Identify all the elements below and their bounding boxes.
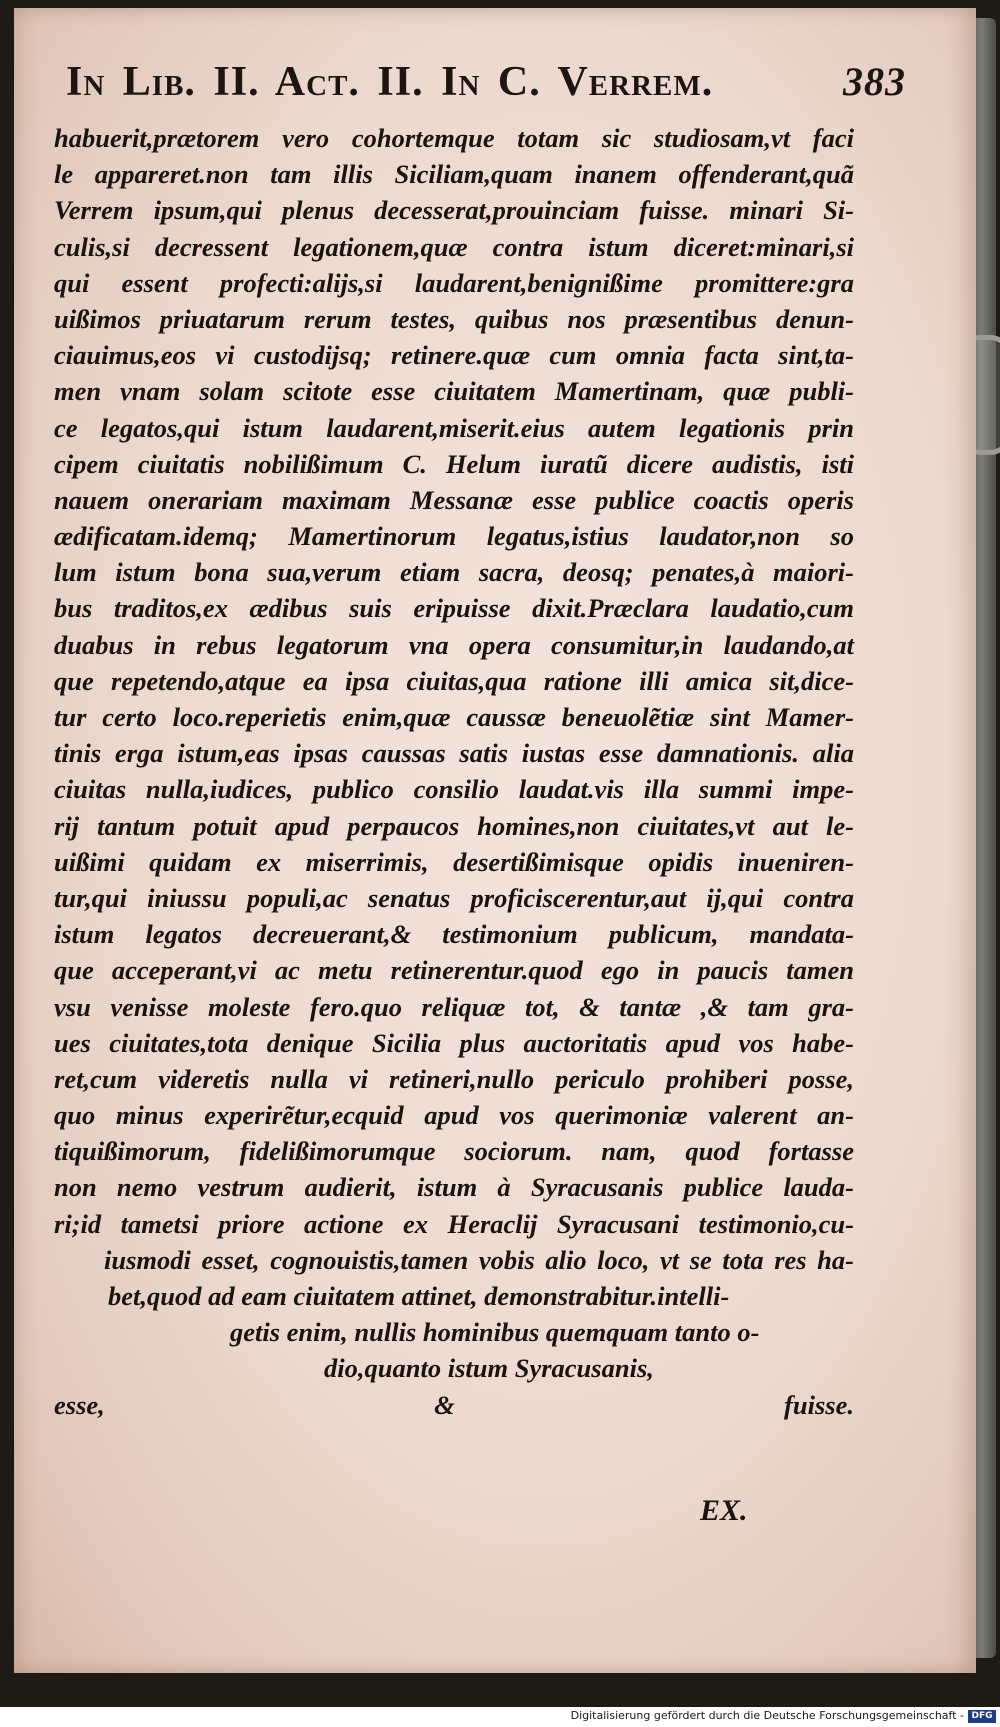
- text-line: ret,cum videretis nulla vi retineri,nullo periculo prohiberi posse,: [54, 1063, 854, 1094]
- text-line: istum legatos decreuerant,& testimonium publicum, mandata-: [54, 919, 854, 950]
- funding-credit: Digitalisierung gefördert durch die Deutsche Forschungsgemeinschaft -: [570, 1709, 964, 1722]
- text-line: bet,quod ad eam ciuitatem attinet, demonstrabitur.intelli-: [108, 1281, 730, 1311]
- text-line: iusmodi esset, cognouistis,tamen vobis alio loco, vt se tota res ha-: [104, 1244, 854, 1275]
- text-line: tur,qui iniussu populi,ac senatus proficiscerentur,aut ij,qui contra: [54, 882, 854, 913]
- catchword: EX.: [700, 1494, 748, 1527]
- text-line: esse, & fuisse.: [54, 1389, 854, 1420]
- text-line: ciuitas nulla,iudices, publico consilio laudat.vis illa summi impe-: [54, 774, 854, 805]
- digitization-footer: [0, 1707, 1000, 1727]
- text-line: ce legatos,qui istum laudarent,miserit.eius autem legationis prin: [54, 412, 854, 443]
- page-number: 383: [843, 59, 906, 104]
- text-line: bus traditos,ex ædibus suis eripuisse dixit.Præclara laudatio,cum: [54, 593, 854, 624]
- text-line: vsu venisse moleste fero.quo reliquæ tot, & tantæ ,& tam gra-: [54, 991, 854, 1022]
- text-line: uißimos priuatarum rerum testes, quibus nos præsentibus denun-: [54, 303, 854, 334]
- text-line: quo minus experirẽtur,ecquid apud vos querimoniæ valerent an-: [54, 1100, 854, 1131]
- dfg-logo: DFG: [968, 1710, 996, 1723]
- text-line: rij tantum potuit apud perpaucos homines,non ciuitates,vt aut le-: [54, 810, 854, 841]
- text-line: cipem ciuitatis nobilißimum C. Helum iuratũ dicere audistis, isti: [54, 448, 854, 479]
- text-line: tinis erga istum,eas ipsas caussas satis iustas esse damnationis. alia: [54, 738, 854, 769]
- text-line: nauem onerariam maximam Messanæ esse publice coactis operis: [54, 484, 854, 515]
- running-head: [66, 58, 956, 106]
- text-line: Verrem ipsum,qui plenus decesserat,prouinciam fuisse. minari Si-: [54, 195, 854, 226]
- running-title: In Lib. II. Act. II. In C. Verrem.: [66, 59, 714, 105]
- text-line: lum istum bona sua,verum etiam sacra, deosq; penates,à maiori-: [54, 557, 854, 588]
- text-line: ciauimus,eos vi custodijsq; retinere.quæ cum omnia facta sint,ta-: [54, 340, 854, 371]
- text-line: habuerit,prætorem vero cohortemque totam sic studiosam,vt faci: [54, 123, 854, 153]
- text-line: le appareret.non tam illis Siciliam,quam inanem offenderant,quã: [54, 159, 854, 190]
- text-line: duabus in rebus legatorum vna opera consumitur,in laudando,at: [54, 629, 854, 660]
- text-line: qui essent profecti:alijs,si laudarent,benignißime promittere:gra: [54, 267, 854, 298]
- text-line: tur certo loco.reperietis enim,quæ caussæ beneuolẽtiæ sint Mamer-: [54, 702, 854, 732]
- text-line: men vnam solam scitote esse ciuitatem Mamertinam, quæ publi-: [54, 376, 854, 407]
- text-line: getis enim, nullis hominibus quemquam tanto o-: [230, 1317, 760, 1348]
- text-line: ues ciuitates,tota denique Sicilia plus auctoritatis apud vos habe-: [54, 1027, 854, 1058]
- text-line: que repetendo,atque ea ipsa ciuitas,qua ratione illi amica sit,dice-: [54, 665, 854, 696]
- text-line: uißimi quidam ex miserrimis, desertißimisque opidis inueniren-: [54, 846, 854, 877]
- text-line: que acceperant,vi ac metu retinerentur.quod ego in paucis tamen: [54, 955, 854, 986]
- text-line: dio,quanto istum Syracusanis,: [324, 1353, 654, 1384]
- text-line: ædificatam.idemq; Mamertinorum legatus,istius laudator,non so: [54, 521, 854, 552]
- text-line: ri;id tametsi priore actione ex Heraclij Syracusani testimonio,cu-: [54, 1208, 854, 1239]
- body-text: [54, 120, 854, 1423]
- text-line: tiquißimorum, fidelißimorumque sociorum. nam, quod fortasse: [54, 1136, 854, 1167]
- text-line: culis,si decressent legationem,quæ contra istum diceret:minari,si: [54, 231, 854, 262]
- text-line: non nemo vestrum audierit, istum à Syracusanis publice lauda-: [54, 1172, 854, 1203]
- book-page: [14, 8, 976, 1673]
